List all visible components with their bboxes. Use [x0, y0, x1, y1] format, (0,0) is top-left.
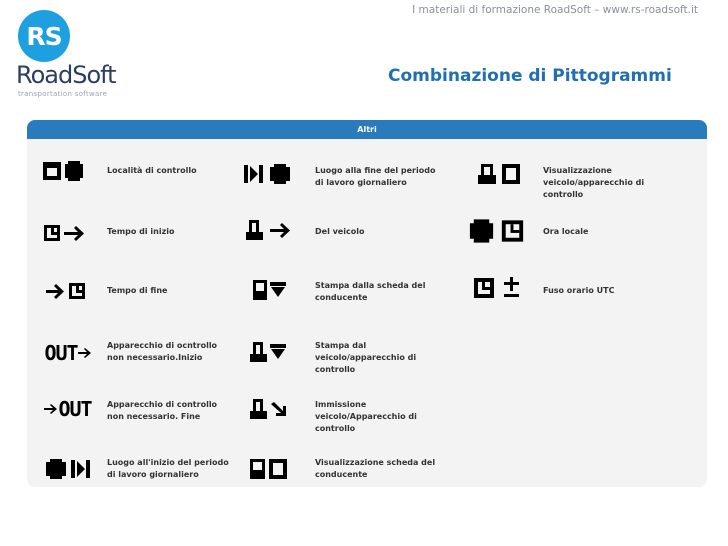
cell-label: Località di controllo	[107, 166, 197, 175]
out-end-pictogram-icon	[33, 395, 103, 423]
out-begin-pictogram-icon	[33, 339, 103, 367]
location-end-daily-work-pictogram-icon	[239, 160, 299, 188]
print-vehicle-unit-pictogram-icon	[239, 338, 299, 366]
utc-offset-pictogram-icon	[471, 275, 531, 303]
pictogram-panel	[27, 120, 707, 487]
cell-label: Visualizzazione scheda del conducente	[315, 458, 436, 479]
end-time-pictogram-icon	[37, 277, 97, 305]
cell-label: Apparecchio di ocntrollo non necessario.Inizio	[107, 341, 218, 362]
start-time-pictogram-icon	[35, 219, 95, 247]
print-driver-card-pictogram-icon	[239, 276, 299, 304]
display-vehicle-unit-pictogram-icon	[473, 160, 533, 188]
display-driver-card-pictogram-icon	[239, 455, 299, 483]
cell-label: Stampa dal veicolo/apparecchio di controllo	[315, 341, 417, 374]
cell-label: Stampa dalla scheda del conducente	[315, 281, 426, 302]
logo-mark: RS	[18, 10, 70, 62]
panel-header: Altri	[27, 120, 707, 139]
roadsoft-logo	[14, 10, 114, 96]
cell-label: Apparecchio di controllo non necessario. Fine	[107, 400, 218, 421]
logo-tagline: transportation software	[18, 90, 108, 98]
cell-label: Ora locale	[543, 227, 589, 236]
local-time-pictogram-icon	[467, 217, 527, 245]
cell-label: Del veicolo	[315, 227, 365, 236]
logo-wordmark: RoadSoft	[16, 61, 116, 89]
cell-label: Fuso orario UTC	[543, 286, 615, 295]
from-vehicle-pictogram-icon	[239, 216, 299, 244]
cell-label: Tempo di fine	[107, 286, 168, 295]
location-begin-daily-work-pictogram-icon	[39, 455, 99, 483]
out-begin-text: OUT	[44, 341, 78, 365]
cell-label: Tempo di inizio	[107, 227, 175, 236]
out-end-text: OUT	[58, 397, 92, 421]
cell-label: Visualizzazione veicolo/apparecchio di controllo	[543, 166, 645, 199]
cell-label: Immissione veicolo/Apparecchio di controllo	[315, 400, 417, 433]
input-vehicle-unit-pictogram-icon	[239, 395, 299, 423]
site-caption: I materiali di formazione RoadSoft – www.rs-roadsoft.it	[412, 4, 698, 16]
cell-label: Luogo alla fine del periodo di lavoro giornaliero	[315, 166, 436, 187]
cell-label: Luogo all'inizio del periodo di lavoro giornaliero	[107, 458, 229, 479]
control-place-pictogram-icon	[35, 157, 95, 185]
page-title: Combinazione di Pittogrammi	[388, 66, 672, 86]
